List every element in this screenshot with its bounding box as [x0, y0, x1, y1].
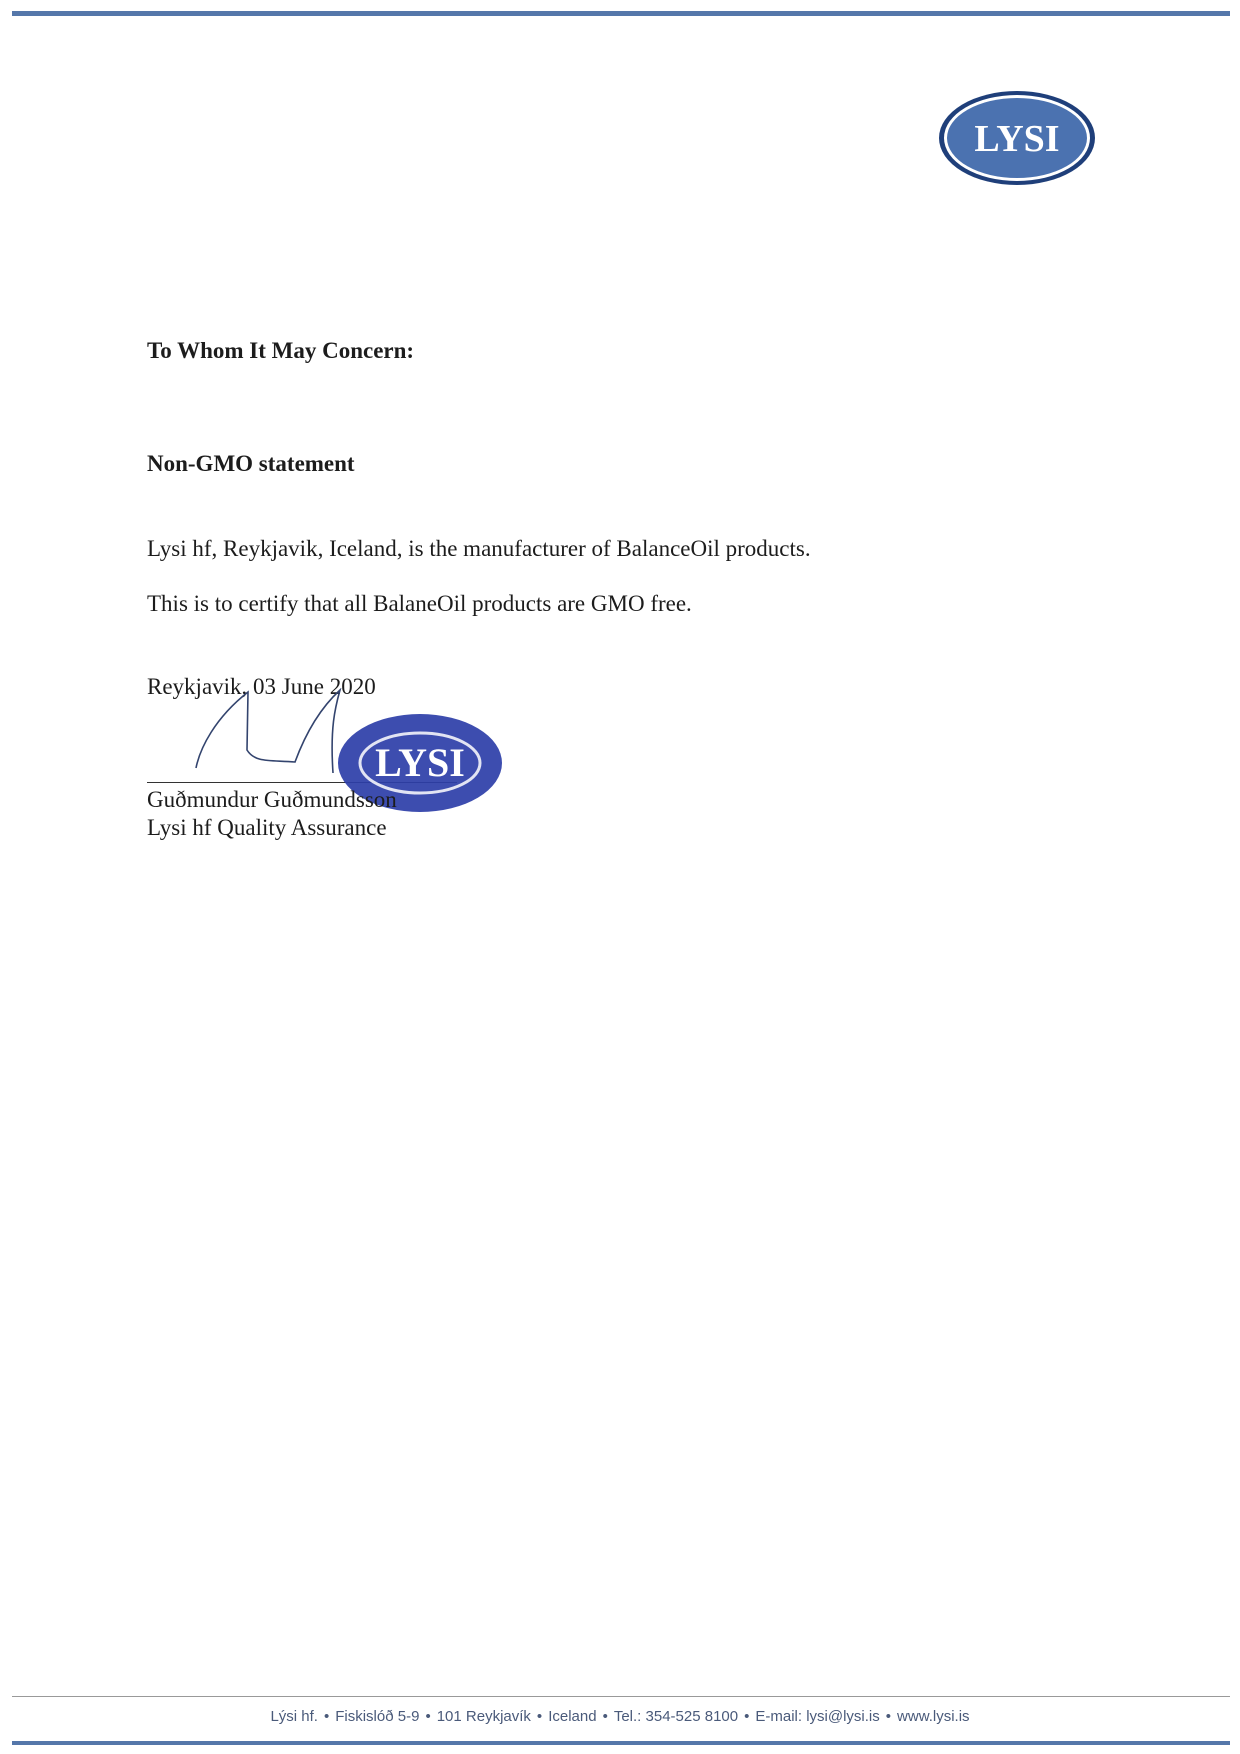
footer-contact [0, 1708, 1240, 1725]
bottom-border-rule [12, 1741, 1230, 1745]
footer-website: www.lysi.is [897, 1708, 970, 1725]
footer-separator: • [536, 1708, 543, 1725]
stamp-text: LYSI [375, 740, 465, 785]
signer-name: Guðmundur Guðmundsson [147, 787, 397, 812]
footer-phone: Tel.: 354-525 8100 [613, 1708, 739, 1725]
signer-title: Lysi hf Quality Assurance [147, 815, 387, 840]
lysi-logo [937, 88, 1097, 188]
footer-rule [12, 1696, 1230, 1697]
subject-heading: Non-GMO statement [147, 451, 355, 476]
footer-separator: • [744, 1708, 750, 1725]
place-and-date: Reykjavik, 03 June 2020 [147, 674, 376, 699]
footer-street: Fiskislóð 5-9 [335, 1708, 420, 1725]
footer-separator: • [602, 1708, 608, 1725]
footer-country: Iceland [548, 1708, 597, 1725]
footer-email: E-mail: lysi@lysi.is [755, 1708, 880, 1725]
footer-company: Lýsi hf. [270, 1708, 318, 1725]
top-border-rule [12, 11, 1230, 16]
footer-separator: • [885, 1708, 892, 1725]
footer-separator: • [323, 1708, 330, 1725]
logo-text: LYSI [974, 118, 1060, 160]
footer-city: 101 Reykjavík [436, 1708, 531, 1725]
body-paragraph: Lysi hf, Reykjavik, Iceland, is the manufacturer of BalanceOil products. [147, 536, 811, 561]
body-paragraph: This is to certify that all BalaneOil products are GMO free. [147, 591, 692, 616]
salutation: To Whom It May Concern: [147, 338, 415, 363]
footer-separator: • [425, 1708, 431, 1725]
